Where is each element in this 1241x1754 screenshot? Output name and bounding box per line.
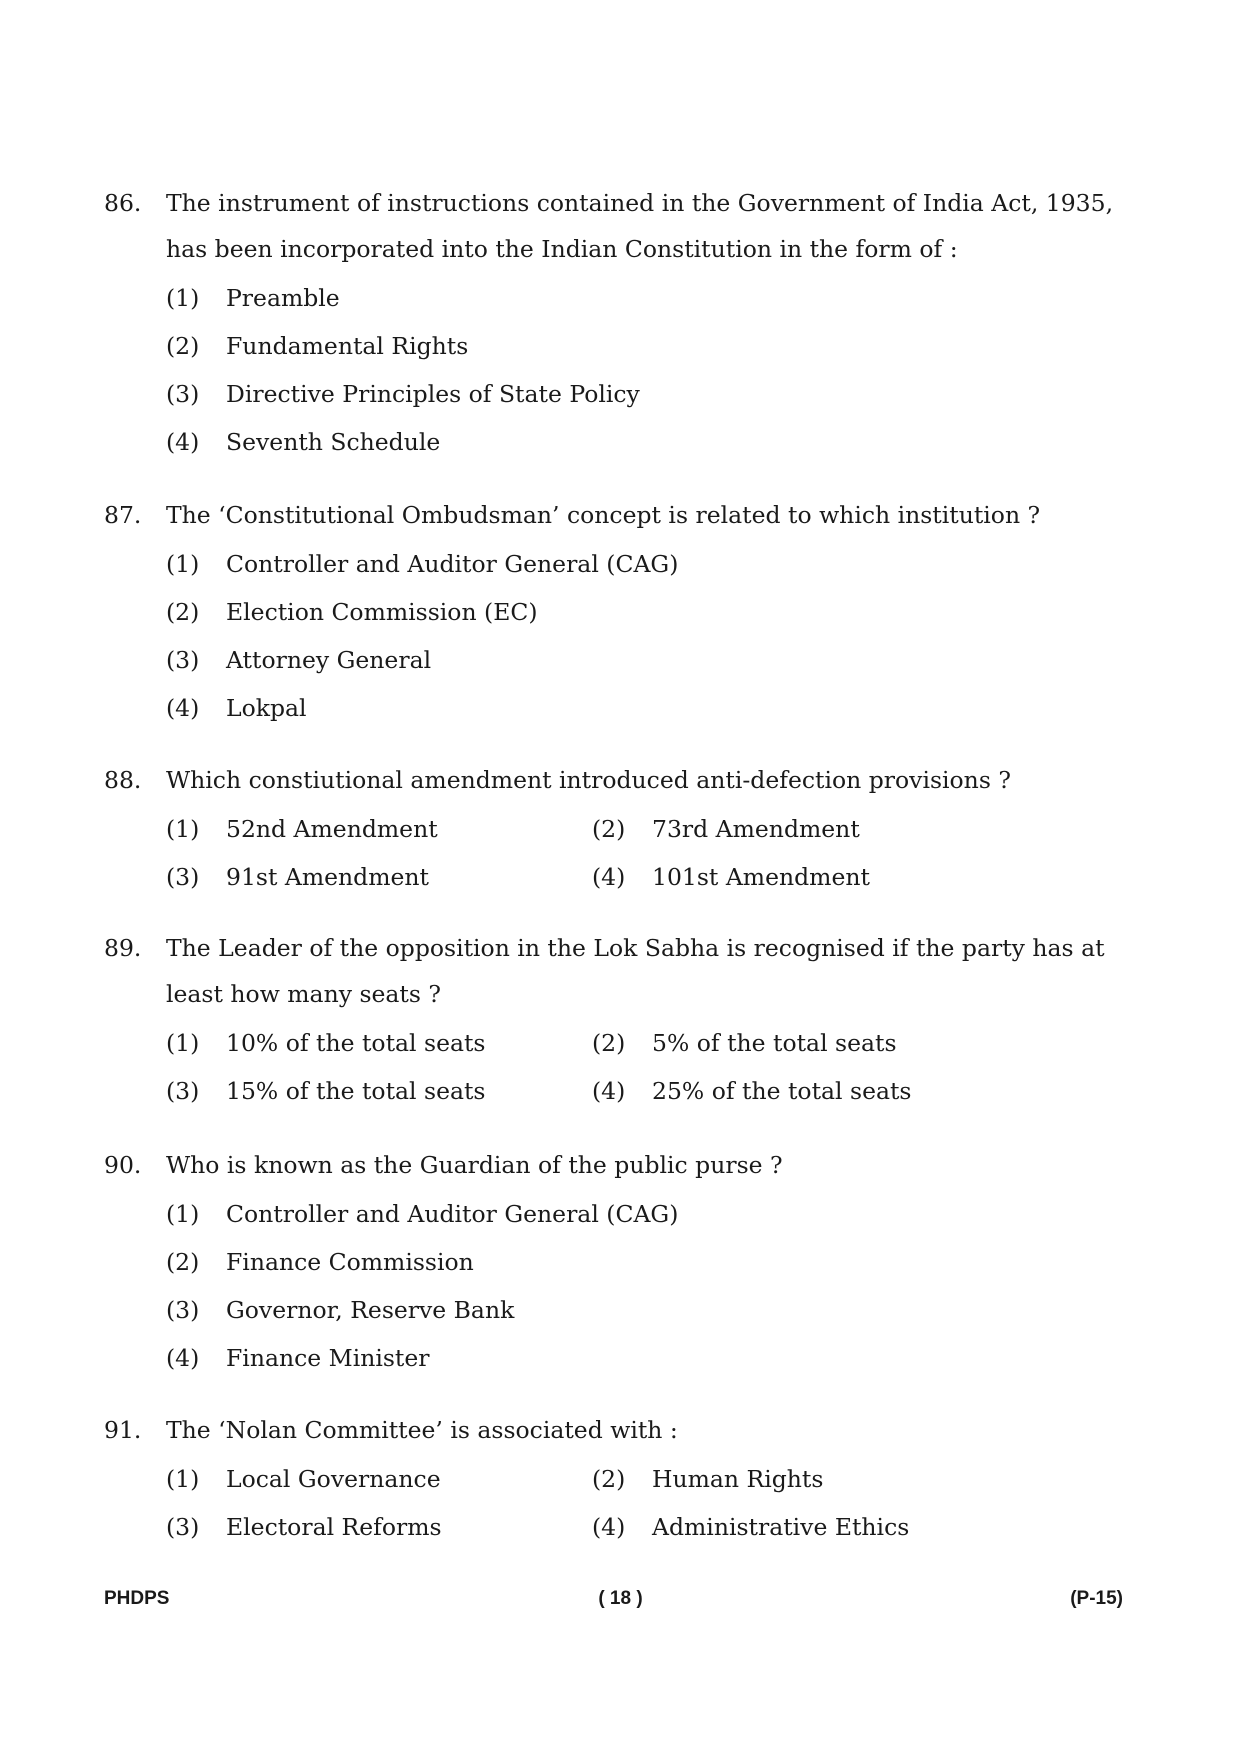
- question-90: [104, 1142, 1144, 1382]
- question-text: The Leader of the opposition in the Lok Sabha is recognised if the party has at least how many seats ?: [166, 934, 1105, 1008]
- question-number: 90.: [104, 1151, 142, 1179]
- footer-paper-code: PHDPS: [104, 1588, 170, 1609]
- option-text: 5% of the total seats: [652, 1029, 897, 1057]
- option-text: Human Rights: [652, 1465, 824, 1493]
- options-list: [104, 274, 1144, 466]
- question-89: [104, 925, 1144, 1115]
- question-91: [104, 1407, 1144, 1551]
- option-text: 91st Amendment: [226, 863, 429, 891]
- option-text: Preamble: [226, 284, 340, 312]
- option-number: (3): [166, 1077, 200, 1105]
- option-text: Administrative Ethics: [652, 1513, 910, 1541]
- option-number: (1): [166, 284, 200, 312]
- option-text: Controller and Auditor General (CAG): [226, 550, 679, 578]
- question-text: The instrument of instructions contained in the Government of India Act, 1935, has been incorporated into the Indian Constitution in the form of :: [166, 189, 1114, 263]
- option-text: Seventh Schedule: [226, 428, 441, 456]
- option-text: Finance Minister: [226, 1344, 430, 1372]
- option-text: 73rd Amendment: [652, 815, 860, 843]
- options-list: [104, 1190, 1144, 1382]
- question-text: Which constiutional amendment introduced anti-defection provisions ?: [166, 766, 1011, 794]
- option-number: (4): [592, 1513, 626, 1541]
- option-number: (4): [166, 1344, 200, 1372]
- question-text: The ‘Constitutional Ombudsman’ concept is related to which institution ?: [166, 501, 1041, 529]
- option-number: (2): [592, 815, 626, 843]
- option-text: Attorney General: [226, 646, 432, 674]
- options-list: [104, 805, 1144, 901]
- question-number: 86.: [104, 189, 142, 217]
- option-number: (4): [592, 1077, 626, 1105]
- footer-page-number: ( 18 ): [598, 1588, 643, 1609]
- options-list: [104, 540, 1144, 732]
- question-number: 89.: [104, 934, 142, 962]
- options-list: [104, 1455, 1144, 1551]
- question-text: The ‘Nolan Committee’ is associated with :: [166, 1416, 678, 1444]
- option-number: (2): [166, 1248, 200, 1276]
- option-text: Finance Commission: [226, 1248, 474, 1276]
- question-87: [104, 492, 1144, 732]
- option-number: (1): [166, 815, 200, 843]
- options-list: [104, 1019, 1144, 1115]
- question-number: 87.: [104, 501, 142, 529]
- option-number: (4): [166, 428, 200, 456]
- option-number: (3): [166, 1296, 200, 1324]
- option-text: Governor, Reserve Bank: [226, 1296, 515, 1324]
- question-number: 88.: [104, 766, 142, 794]
- option-text: Lokpal: [226, 694, 307, 722]
- footer-set-code: (P-15): [1070, 1588, 1123, 1609]
- option-text: 101st Amendment: [652, 863, 870, 891]
- option-text: Fundamental Rights: [226, 332, 469, 360]
- option-text: Directive Principles of State Policy: [226, 380, 640, 408]
- option-number: (2): [592, 1465, 626, 1493]
- option-number: (3): [166, 1513, 200, 1541]
- option-text: 10% of the total seats: [226, 1029, 486, 1057]
- option-number: (3): [166, 646, 200, 674]
- option-text: Controller and Auditor General (CAG): [226, 1200, 679, 1228]
- option-number: (3): [166, 863, 200, 891]
- question-text: Who is known as the Guardian of the public purse ?: [166, 1151, 783, 1179]
- question-86: [104, 180, 1144, 466]
- option-number: (1): [166, 1029, 200, 1057]
- option-text: 15% of the total seats: [226, 1077, 486, 1105]
- option-number: (4): [166, 694, 200, 722]
- option-number: (1): [166, 550, 200, 578]
- question-88: [104, 757, 1144, 901]
- option-number: (2): [592, 1029, 626, 1057]
- option-number: (1): [166, 1200, 200, 1228]
- option-text: 25% of the total seats: [652, 1077, 912, 1105]
- question-number: 91.: [104, 1416, 142, 1444]
- option-number: (1): [166, 1465, 200, 1493]
- option-text: 52nd Amendment: [226, 815, 438, 843]
- option-text: Local Governance: [226, 1465, 441, 1493]
- option-number: (2): [166, 598, 200, 626]
- option-text: Electoral Reforms: [226, 1513, 442, 1541]
- option-number: (3): [166, 380, 200, 408]
- option-number: (4): [592, 863, 626, 891]
- option-number: (2): [166, 332, 200, 360]
- option-text: Election Commission (EC): [226, 598, 538, 626]
